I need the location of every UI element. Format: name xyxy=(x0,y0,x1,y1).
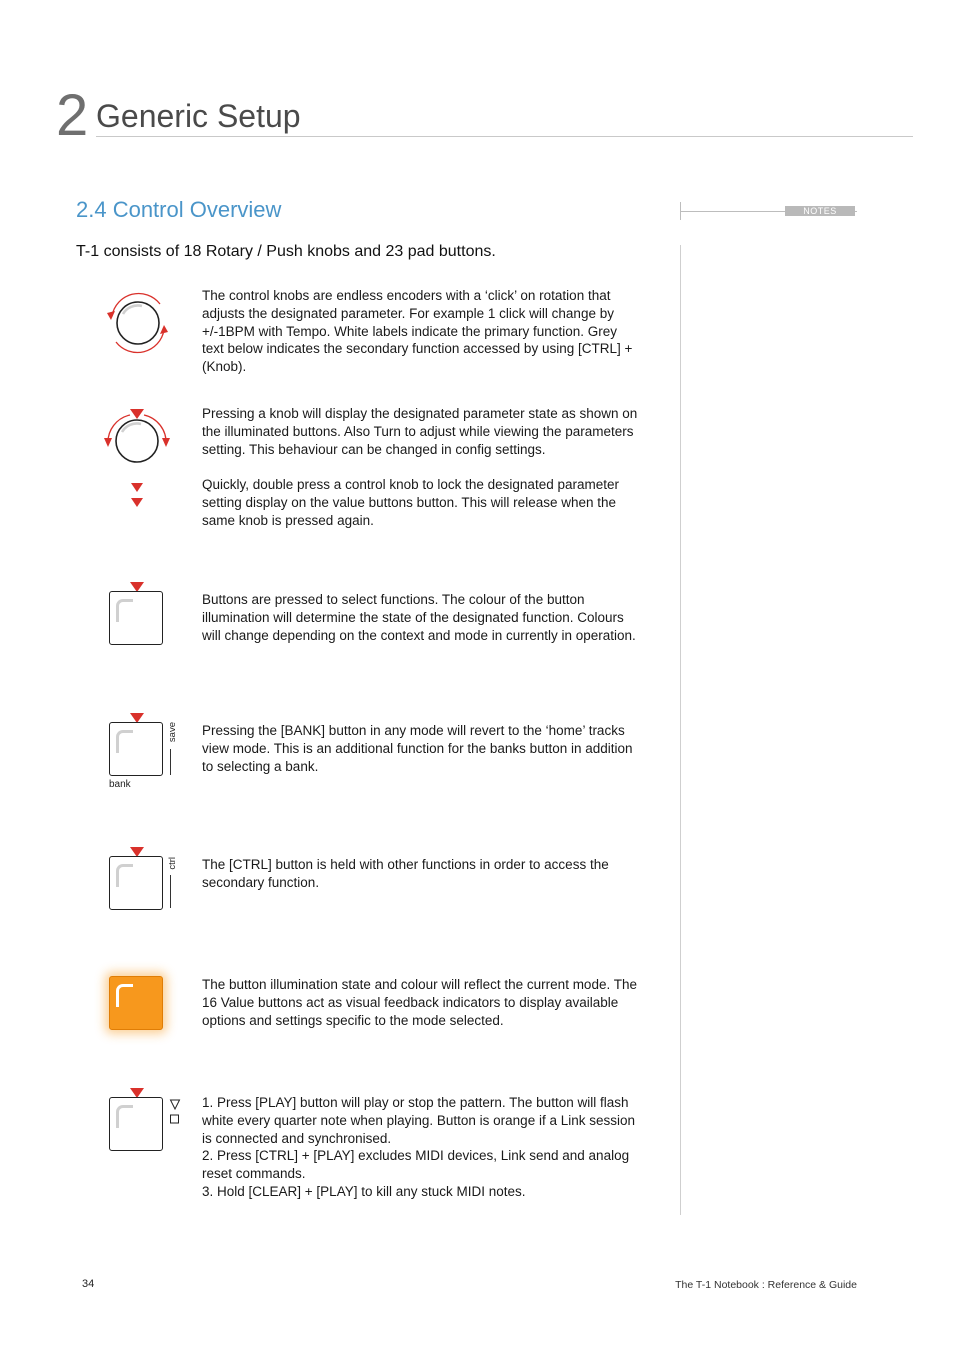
paragraph: The [CTRL] button is held with other functions in order to access the secondary function. xyxy=(202,857,609,890)
save-label: save xyxy=(167,722,178,743)
label-line xyxy=(170,875,171,908)
notes-column-divider xyxy=(680,245,681,1215)
play-stop-icon xyxy=(169,1099,181,1127)
button-select-text xyxy=(202,591,642,644)
paragraph: Buttons are pressed to select functions. The colour of the button illumination will determine the state of the designated function. Colours will change depending on the context and mode in currently in operation. xyxy=(202,592,636,643)
push-knob-icon xyxy=(100,406,176,512)
label-line xyxy=(170,749,171,775)
section-intro: T-1 consists of 18 Rotary / Push knobs and 23 pad buttons. xyxy=(76,243,496,260)
paragraph: 3. Hold [CLEAR] + [PLAY] to kill any stuck MIDI notes. xyxy=(202,1183,526,1199)
knob-rotation-text xyxy=(202,287,642,376)
bank-button-icon xyxy=(109,722,163,776)
paragraph: Pressing a knob will display the designated parameter state as shown on the illuminated buttons. Also Turn to adjust while viewing the parameters setting. This behaviour can be changed in config settings. xyxy=(202,406,638,457)
play-button-text xyxy=(202,1094,642,1201)
page-number: 34 xyxy=(82,1278,95,1290)
illumination-text xyxy=(202,976,642,1029)
paragraph-gap xyxy=(202,458,642,476)
ctrl-button-text xyxy=(202,856,642,892)
chapter-number: 2 xyxy=(56,83,89,148)
bank-label: bank xyxy=(109,779,131,790)
pad-button-icon xyxy=(109,591,163,645)
paragraph: 2. Press [CTRL] + [PLAY] excludes MIDI devices, Link send and analog reset commands. xyxy=(202,1148,630,1182)
bank-button-text xyxy=(202,722,642,775)
rotary-knob-icon xyxy=(102,290,174,356)
knob-press-text xyxy=(202,405,642,530)
paragraph: The button illumination state and colour will reflect the current mode. The 16 Value buttons act as visual feedback indicators to display available options and settings specific to the mode selected. xyxy=(202,977,637,1028)
paragraph: Quickly, double press a control knob to lock the designated parameter setting display on the value buttons button. This will release when the same knob is pressed again. xyxy=(202,477,619,528)
play-button-icon xyxy=(109,1097,163,1151)
chapter-title: Generic Setup xyxy=(96,98,301,134)
chapter-divider xyxy=(96,136,913,137)
paragraph: The control knobs are endless encoders with a ‘click’ on rotation that adjusts the designated parameter. For example 1 click will change by +/-1BPM with Tempo. White labels indicate the primary function. Grey text below indicates the secondary function accessed by using [CTRL] + (Knob). xyxy=(202,288,633,375)
notes-label: NOTES xyxy=(785,206,855,216)
illuminated-button-icon xyxy=(109,976,163,1030)
ctrl-label: ctrl xyxy=(167,857,178,870)
paragraph: Pressing the [BANK] button in any mode will revert to the ‘home’ tracks view mode. This is an additional function for the banks button in addition to selecting a bank. xyxy=(202,723,633,774)
section-title: 2.4 Control Overview xyxy=(76,197,282,222)
ctrl-button-icon xyxy=(109,856,163,910)
paragraph: 1. Press [PLAY] button will play or stop the pattern. The button will flash white every quarter note when playing. Button is orange if a Link session is connected and synchronised. xyxy=(202,1095,636,1146)
document-title: The T-1 Notebook : Reference & Guide xyxy=(675,1279,857,1291)
